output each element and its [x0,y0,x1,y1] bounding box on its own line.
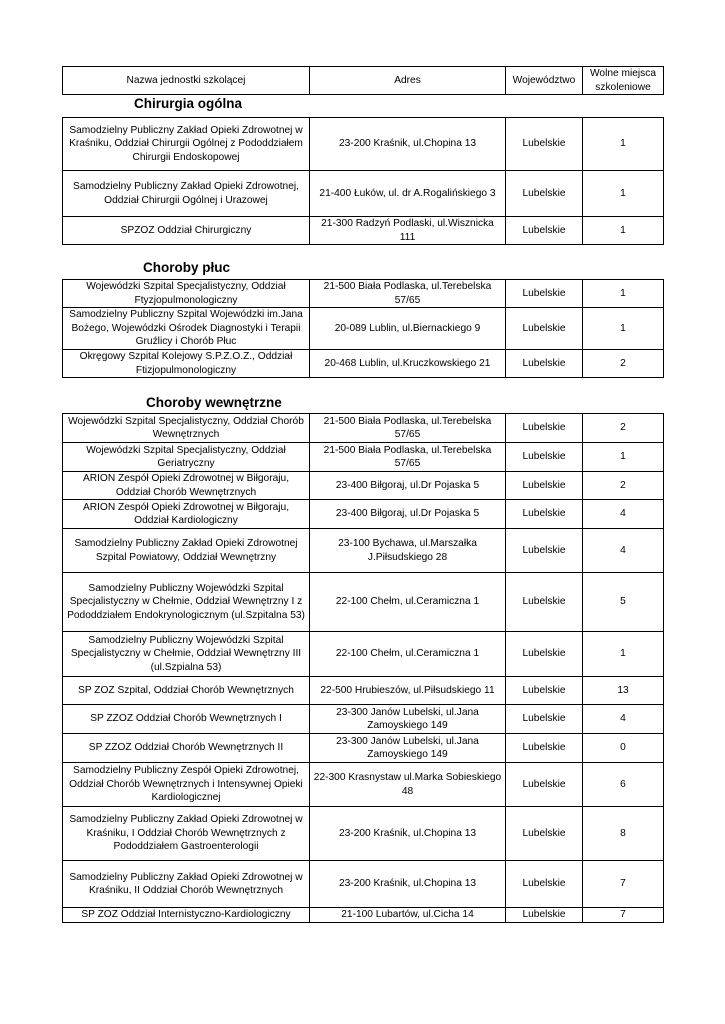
table-row [63,217,664,245]
unit-name: Wojewódzki Szpital Specjalistyczny, Oddział Chorób Wewnętrznych [63,414,310,443]
unit-slots: 1 [583,171,664,217]
unit-address: 21-500 Biała Podlaska, ul.Terebelska 57/65 [310,414,506,443]
unit-name: Wojewódzki Szpital Specjalistyczny, Oddział Ftyzjopulmonologiczny [63,280,310,308]
unit-name: Samodzielny Publiczny Zespół Opieki Zdrowotnej, Oddział Chorób Wewnętrznych i Intensywnej Opieki Kardiologicznej [63,763,310,807]
unit-name: SPZOZ Oddział Chirurgiczny [63,217,310,245]
col-header-name: Nazwa jednostki szkolącej [63,67,310,95]
unit-slots: 1 [583,443,664,472]
unit-name: ARION Zespół Opieki Zdrowotnej w Biłgoraju, Oddział Chorób Wewnętrznych [63,472,310,500]
unit-voivodeship: Lubelskie [506,500,583,529]
unit-address: 22-100 Chełm, ul.Ceramiczna 1 [310,632,506,677]
section-title-lung-diseases: Choroby płuc [143,260,230,275]
unit-address: 23-100 Bychawa, ul.Marszałka J.Piłsudskiego 28 [310,529,506,573]
table-row [63,280,664,308]
unit-slots: 1 [583,632,664,677]
unit-address: 23-200 Kraśnik, ul.Chopina 13 [310,118,506,171]
unit-address: 23-200 Kraśnik, ul.Chopina 13 [310,861,506,908]
unit-name: Samodzielny Publiczny Szpital Wojewódzki im.Jana Bożego, Wojewódzki Ośrodek Diagnostyki i Terapii Gruźlicy i Chorób Płuc [63,308,310,350]
unit-voivodeship: Lubelskie [506,350,583,378]
table-row [63,308,664,350]
table-row [63,705,664,734]
table-row [63,350,664,378]
unit-slots: 4 [583,500,664,529]
table-row [63,443,664,472]
unit-voivodeship: Lubelskie [506,632,583,677]
unit-address: 22-100 Chełm, ul.Ceramiczna 1 [310,573,506,632]
unit-name: SP ZOZ Oddział Internistyczno-Kardiologiczny [63,908,310,923]
table-row [63,573,664,632]
unit-name: SP ZZOZ Oddział Chorób Wewnętrznych I [63,705,310,734]
unit-voivodeship: Lubelskie [506,308,583,350]
unit-slots: 0 [583,734,664,763]
header-table [62,66,664,95]
unit-voivodeship: Lubelskie [506,443,583,472]
unit-address: 20-089 Lublin, ul.Biernackiego 9 [310,308,506,350]
table-row [63,118,664,171]
unit-name: Samodzielny Publiczny Zakład Opieki Zdrowotnej Szpital Powiatowy, Oddział Wewnętrzny [63,529,310,573]
table-row [63,763,664,807]
unit-address: 23-200 Kraśnik, ul.Chopina 13 [310,807,506,861]
unit-voivodeship: Lubelskie [506,171,583,217]
unit-address: 22-300 Krasnystaw ul.Marka Sobieskiego 48 [310,763,506,807]
unit-address: 20-468 Lublin, ul.Kruczkowskiego 21 [310,350,506,378]
unit-slots: 2 [583,472,664,500]
unit-slots: 2 [583,350,664,378]
table-row [63,529,664,573]
unit-voivodeship: Lubelskie [506,217,583,245]
col-header-voivodeship: Województwo [506,67,583,95]
unit-voivodeship: Lubelskie [506,118,583,171]
unit-slots: 1 [583,217,664,245]
unit-slots: 13 [583,677,664,705]
unit-voivodeship: Lubelskie [506,414,583,443]
unit-voivodeship: Lubelskie [506,280,583,308]
unit-voivodeship: Lubelskie [506,472,583,500]
unit-name: Samodzielny Publiczny Zakład Opieki Zdrowotnej w Kraśniku, Oddział Chirurgii Ogólnej z Pododdziałem Chirurgii Endoskopowej [63,118,310,171]
table-row [63,171,664,217]
unit-voivodeship: Lubelskie [506,677,583,705]
unit-voivodeship: Lubelskie [506,807,583,861]
unit-slots: 2 [583,414,664,443]
col-header-address: Adres [310,67,506,95]
unit-name: SP ZZOZ Oddział Chorób Wewnętrznych II [63,734,310,763]
unit-address: 21-300 Radzyń Podlaski, ul.Wisznicka 111 [310,217,506,245]
unit-voivodeship: Lubelskie [506,908,583,923]
unit-slots: 4 [583,705,664,734]
unit-name: Samodzielny Publiczny Wojewódzki Szpital Specjalistyczny w Chełmie, Oddział Wewnętrzny III (ul.Szpialna 53) [63,632,310,677]
section-table-surgery [62,117,664,245]
unit-slots: 7 [583,908,664,923]
unit-address: 23-300 Janów Lubelski, ul.Jana Zamoyskiego 149 [310,705,506,734]
table-row [63,861,664,908]
unit-name: Samodzielny Publiczny Wojewódzki Szpital Specjalistyczny w Chełmie, Oddział Wewnętrzny I z Pododdziałem Endokrynologicznym (ul.Szpitalna 53) [63,573,310,632]
unit-voivodeship: Lubelskie [506,705,583,734]
table-row [63,734,664,763]
unit-name: SP ZOZ Szpital, Oddział Chorób Wewnętrznych [63,677,310,705]
section-table-internal-diseases [62,413,664,923]
unit-address: 21-500 Biała Podlaska, ul.Terebelska 57/65 [310,443,506,472]
table-row [63,677,664,705]
table-row [63,472,664,500]
unit-name: Wojewódzki Szpital Specjalistyczny, Oddział Geriatryczny [63,443,310,472]
unit-slots: 1 [583,280,664,308]
unit-slots: 5 [583,573,664,632]
unit-address: 23-400 Biłgoraj, ul.Dr Pojaska 5 [310,500,506,529]
section-title-surgery: Chirurgia ogólna [134,96,242,111]
col-header-slots: Wolne miejsca szkoleniowe [583,67,664,95]
unit-slots: 4 [583,529,664,573]
unit-address: 21-500 Biała Podlaska, ul.Terebelska 57/65 [310,280,506,308]
unit-name: Samodzielny Publiczny Zakład Opieki Zdrowotnej, Oddział Chirurgii Ogólnej i Urazowej [63,171,310,217]
unit-voivodeship: Lubelskie [506,734,583,763]
section-table-lung-diseases [62,279,664,378]
unit-slots: 8 [583,807,664,861]
unit-name: Okręgowy Szpital Kolejowy S.P.Z.O.Z., Oddział Ftizjopulmonologiczny [63,350,310,378]
unit-name: Samodzielny Publiczny Zakład Opieki Zdrowotnej w Kraśniku, I Oddział Chorób Wewnętrznych z Pododdziałem Gastroenterologii [63,807,310,861]
unit-address: 23-300 Janów Lubelski, ul.Jana Zamoyskiego 149 [310,734,506,763]
unit-voivodeship: Lubelskie [506,861,583,908]
unit-address: 22-500 Hrubieszów, ul.Piłsudskiego 11 [310,677,506,705]
unit-voivodeship: Lubelskie [506,573,583,632]
table-row [63,908,664,923]
table-row [63,414,664,443]
unit-name: Samodzielny Publiczny Zakład Opieki Zdrowotnej w Kraśniku, II Oddział Chorób Wewnętrznych [63,861,310,908]
unit-address: 21-400 Łuków, ul. dr A.Rogalińskiego 3 [310,171,506,217]
header-row [63,67,664,95]
table-row [63,807,664,861]
section-title-internal-diseases: Choroby wewnętrzne [146,395,282,410]
unit-slots: 7 [583,861,664,908]
unit-address: 21-100 Lubartów, ul.Cicha 14 [310,908,506,923]
unit-name: ARION Zespół Opieki Zdrowotnej w Biłgoraju, Oddział Kardiologiczny [63,500,310,529]
unit-address: 23-400 Biłgoraj, ul.Dr Pojaska 5 [310,472,506,500]
unit-slots: 6 [583,763,664,807]
unit-slots: 1 [583,308,664,350]
table-row [63,500,664,529]
unit-voivodeship: Lubelskie [506,529,583,573]
unit-voivodeship: Lubelskie [506,763,583,807]
table-row [63,632,664,677]
unit-slots: 1 [583,118,664,171]
